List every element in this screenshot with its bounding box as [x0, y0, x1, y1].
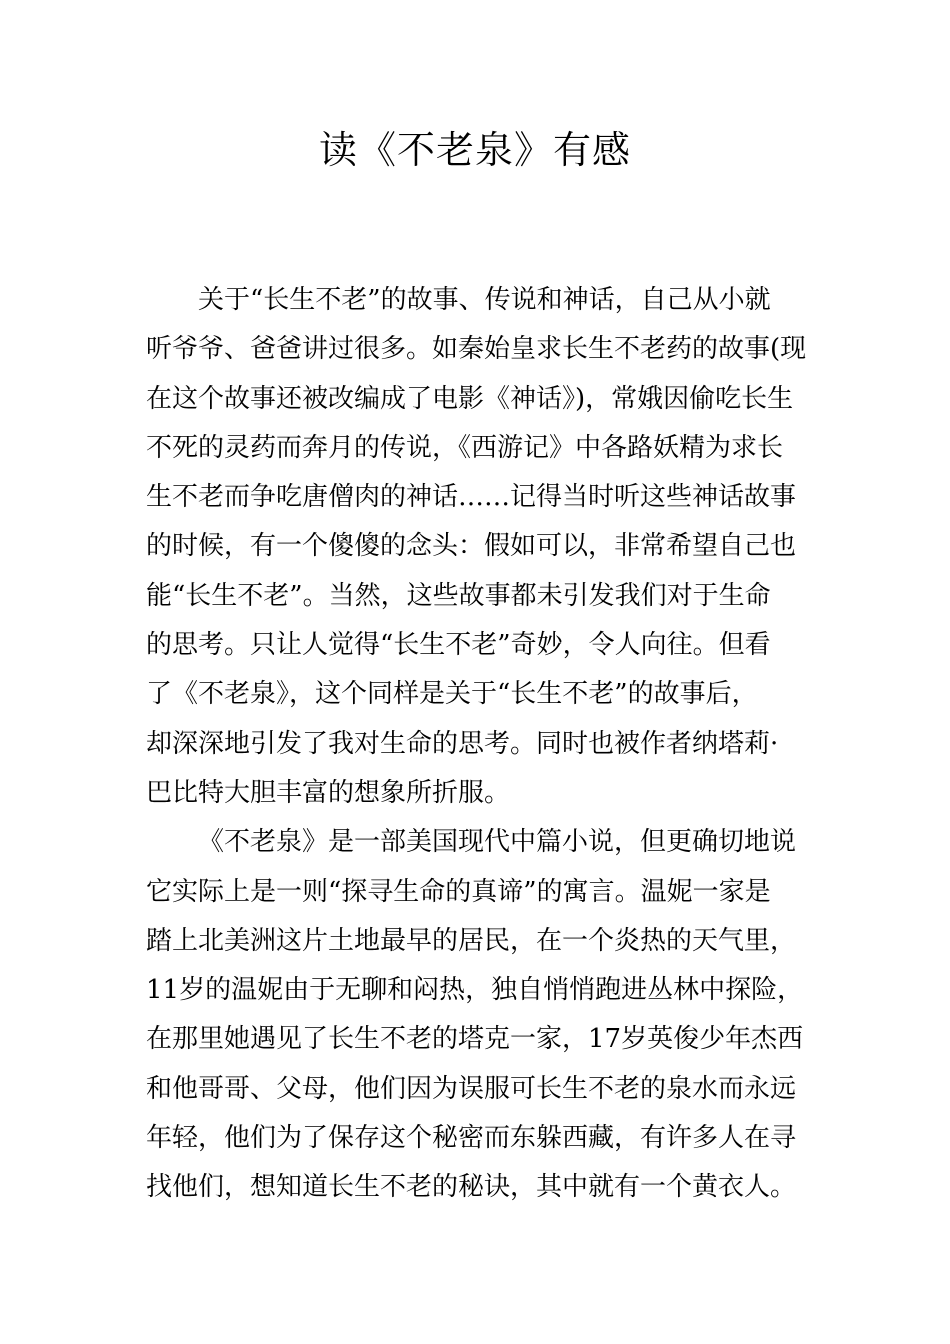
text-line: 生不老而争吃唐僧肉的神话……记得当时听这些神话故事 [146, 482, 797, 513]
text-line: 年轻，他们为了保存这个秘密而东躲西藏，有许多人在寻 [146, 1123, 797, 1154]
text-line: 的思考。只让人觉得“长生不老”奇妙，令人向往。但看 [146, 630, 771, 661]
text-line: 听爷爷、爸爸讲过很多。如秦始皇求长生不老药的故事(现 [146, 334, 807, 365]
text-line: 找他们，想知道长生不老的秘诀，其中就有一个黄衣人。 [146, 1172, 797, 1203]
paragraph-1 [146, 276, 836, 818]
text-line: 11岁的温妮由于无聊和闷热，独自悄悄跑进丛林中探险， [146, 975, 804, 1006]
text-line: 能“长生不老”。当然，这些故事都未引发我们对于生命 [146, 580, 771, 611]
text-line: 巴比特大胆丰富的想象所折服。 [146, 777, 511, 808]
document-body [146, 276, 836, 1213]
text-line: 关于“长生不老”的故事、传说和神话，自己从小就 [198, 285, 771, 315]
text-line: 踏上北美洲这片土地最早的居民，在一个炎热的天气里， [146, 925, 797, 956]
text-line: 《不老泉》是一部美国现代中篇小说，但更确切地说 [198, 827, 797, 858]
document-title: 读《不老泉》有感 [318, 128, 631, 172]
text-line: 不死的灵药而奔月的传说，《西游记》中各路妖精为求长 [146, 432, 784, 463]
text-line: 了《不老泉》，这个同样是关于“长生不老”的故事后， [146, 679, 758, 710]
text-line: 在那里她遇见了长生不老的塔克一家，17岁英俊少年杰西 [146, 1024, 804, 1055]
text-line: 在这个故事还被改编成了电影《神话》)，常娥因偷吃长生 [146, 383, 794, 414]
text-line: 却深深地引发了我对生命的思考。同时也被作者纳塔莉· [146, 728, 779, 759]
paragraph-2 [146, 818, 836, 1212]
text-line: 的时候，有一个傻傻的念头：假如可以，非常希望自己也 [146, 531, 797, 562]
text-line: 它实际上是一则“探寻生命的真谛”的寓言。温妮一家是 [146, 876, 771, 907]
text-line: 和他哥哥、父母，他们因为误服可长生不老的泉水而永远 [146, 1073, 797, 1104]
